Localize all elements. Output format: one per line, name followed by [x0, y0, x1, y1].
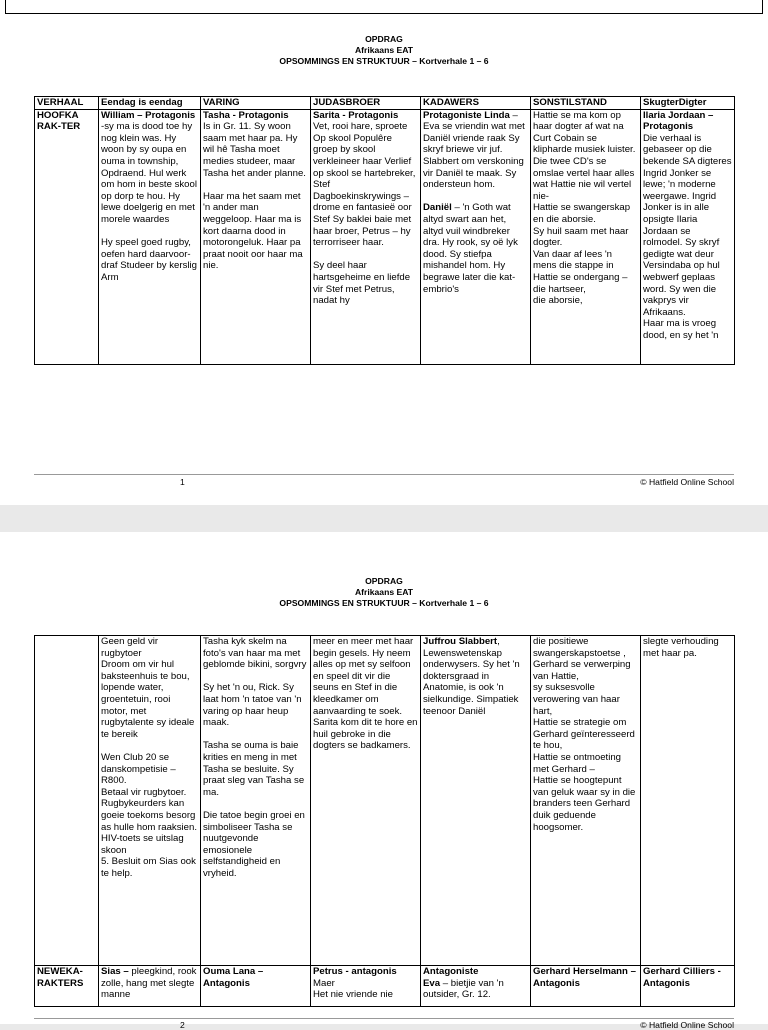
- column-header-kadawers: KADAWERS: [421, 97, 531, 110]
- cell-text: die positiewe swangerskapstoetse , Gerhard se verwerping van Hattie, sy suksesvolle verowering van haar hart, Hattie se strategie om Gerhard geïnteresseerd te hou, Hattie se ontmoeting met Gerhard – Hattie se hoogtepunt van geluk waar sy in die branders teen Gerhard duik geduende hoogsomer.: [533, 636, 636, 833]
- cell-text: Is in Gr. 11. Sy woon saam met haar pa. Hy wil hê Tasha moet medies studeer, maar Tasha het ander planne. Haar ma het saam met 'n ander man weggeloop. Haar ma is kort daarna dood in motorongeluk. Haar pa praat nooit oor haar ma nie.: [203, 121, 306, 272]
- footer-rule: [34, 1018, 734, 1019]
- footer-rule: [34, 474, 734, 475]
- table-cell: [641, 109, 735, 364]
- table-cell: [531, 966, 641, 1007]
- cell-heading: Juffrou Slabbert: [423, 636, 498, 647]
- cell-text: Geen geld vir rugbytoer Droom om vir hul baksteenhuis te bou, lopende water, groentetuin, rooi motor, met rugbytalente sy ideale te bereik Wen Club 20 se danskompetisie – R800. Betaal vir rugbytoer. Rugbykeurders kan goeie toekoms besorg as hulle hom raaksien. HIV-toets se uitslag skoon 5. Besluit om Sias ook te help.: [101, 636, 197, 879]
- table-cell: [201, 966, 311, 1007]
- table-row: [35, 966, 735, 1007]
- cell-text: meer en meer met haar begin gesels. Hy neem alles op met sy selfoon en speel dit vir die seuns en Stef in die kleedkamer om aanvaarding te soek. Sarita kom dit te hore en huil gebroke in die dogters se badkamers.: [313, 636, 418, 752]
- cell-text: Hattie se ma kom op haar dogter af wat na Curt Cobain se klipharde musiek luister. Die twee CD's se omslae vertel haar alles wat Hattie nie wil vertel nie- Hattie se swangerskap en die aborsie. Sy huil saam met haar dogter. Van daar af lees 'n mens die stappe in Hattie se ondergang – die hartseer, die aborsie,: [533, 109, 636, 307]
- page-subject: Afrikaans EAT: [354, 587, 414, 597]
- cell-text: Die verhaal is gebaseer op die bekende SA digteres Ingrid Jonker se lewe; 'n moderne weergawe. Ingrid Jonker is in alle opsigte Ilaria Jordaan se rolmodel. Sy skryf gedigte wat deur Versindaba op hul webwerf geplaas word. Sy wen die vakprys vir Afrikaans. Haar ma is vroeg dood, en sy het 'n: [643, 132, 732, 341]
- cell-heading: Sias –: [101, 966, 129, 977]
- table-cell: [201, 109, 311, 364]
- cell-heading: Tasha - Protagonis: [203, 109, 289, 121]
- cell-text: , Lewenswetenskap onderwysers. Sy het 'n doktersgraad in Anatomie, is ook 'n sielkundige. Simpatiek teenoor Daniël: [423, 636, 520, 717]
- page-number: 1: [180, 477, 185, 487]
- column-header-sonstilstand: SONSTILSTAND: [531, 97, 641, 110]
- table-cell: [99, 966, 201, 1007]
- cell-heading: Petrus - antagonis: [313, 966, 397, 977]
- table-cell: [201, 636, 311, 966]
- footer-copyright: © Hatfield Online School: [640, 1020, 734, 1030]
- cell-text: Maer Het nie vriende nie: [313, 977, 393, 1001]
- page-title: OPDRAG: [365, 34, 403, 44]
- table-cell: [641, 966, 735, 1007]
- table-cell: [99, 636, 201, 966]
- cell-text: pleegkind, rook zolle, hang met slegte manne: [101, 966, 197, 1001]
- summary-table-part-1: [34, 96, 735, 365]
- row-label-newekarakters: NEWEKA-RAKTERS: [35, 966, 99, 1007]
- table-row: [35, 97, 735, 110]
- column-header-varing: VARING: [201, 97, 311, 110]
- column-header-verhaal: VERHAAL: [35, 97, 99, 110]
- table-row: [35, 109, 735, 364]
- table-cell: [311, 636, 421, 966]
- table-cell: [311, 109, 421, 364]
- cell-heading: Antagoniste: [423, 966, 479, 977]
- cell-text: – bietjie van 'n outsider, Gr. 12.: [423, 977, 504, 1001]
- cell-heading: Gerhard Cilliers - Antagonis: [643, 966, 721, 989]
- summary-table-part-2: [34, 635, 735, 1007]
- cell-text: – Eva se vriendin wat met Daniël vriende raak Sy skryf briewe vir juf. Slabbert om verskoning vir Daniël te maak. Sy ondersteun hom.: [423, 109, 525, 191]
- column-header-judasbroer: JUDASBROER: [311, 97, 421, 110]
- cell-heading: Gerhard Herselmann – Antagonis: [533, 966, 636, 989]
- table-cell: [641, 636, 735, 966]
- cell-heading: William – Protagonis: [101, 109, 196, 121]
- table-cell: [421, 109, 531, 364]
- cell-text: -sy ma is dood toe hy nog klein was. Hy woon by sy oupa en ouma in township, Opdraend. Hul werk om hom in beste skool op dorp te hou. Hy lewe doelgerig en met morele waardes Hy speel goed rugby, oefen hard daarvoor- draf Studeer by kerslig Arm: [101, 121, 197, 283]
- cell-text: Vet, rooi hare, sproete Op skool Populêre groep by skool verkleineer haar Verlief op skool se hartebreker, Stef Dagboekinskrywings – drome en fantasieë oor Stef Sy baklei baie met haar broer, Petrus – hy terrorriseer haar. Sy deel haar hartsgeheime en liefde vir Stef met Petrus, nadat hy: [313, 121, 416, 307]
- table-cell: [531, 636, 641, 966]
- cell-heading: Eva: [423, 977, 441, 989]
- document-page-1: [0, 0, 768, 505]
- table-cell: [421, 636, 531, 966]
- cell-heading: Ouma Lana – Antagonis: [203, 966, 264, 989]
- cell-heading: Daniël: [423, 202, 452, 214]
- page-title: OPDRAG: [365, 576, 403, 586]
- table-cell: [531, 109, 641, 364]
- table-cell: [311, 966, 421, 1007]
- page-subtitle: OPSOMMINGS EN STRUKTUUR – Kortverhale 1 – 6: [279, 598, 489, 608]
- column-header-eendag: Eendag is eendag: [99, 97, 201, 110]
- cell-text: Tasha kyk skelm na foto's van haar ma met geblomde bikini, sorgvry Sy het 'n ou, Rick. Sy laat hom 'n tatoe van 'n varing op haar heup maak. Tasha se ouma is baie krities en meng in met Tasha se besluite. Sy praat sleg van Tasha se ma. Die tatoe begin groei en simboliseer Tasha se nuutgevonde emosionele selfstandigheid en vryheid.: [203, 636, 307, 879]
- cell-text: slegte verhouding met haar pa.: [643, 636, 719, 659]
- page-number: 2: [180, 1020, 185, 1030]
- table-cell: [421, 966, 531, 1007]
- cell-heading: Protagoniste Linda: [423, 109, 510, 121]
- row-label-empty: [35, 636, 99, 966]
- cell-heading: Sarita - Protagonis: [313, 109, 399, 121]
- table-cell: [99, 109, 201, 364]
- row-label-hoofkarakter: HOOFKA RAK-TER: [35, 109, 99, 364]
- document-page-2: [0, 532, 768, 1030]
- table-row: [35, 636, 735, 966]
- page-subtitle: OPSOMMINGS EN STRUKTUUR – Kortverhale 1 – 6: [279, 56, 489, 66]
- cell-heading: Ilaria Jordaan – Protagonis: [643, 109, 714, 133]
- cell-text: – 'n Goth wat altyd swart aan het, altyd vuil windbreker dra. Hy rook, sy oë lyk dood. Sy stiefpa mishandel hom. Hy begrawe later die kat-embrio's: [423, 202, 518, 295]
- column-header-skugterdigter: SkugterDigter: [641, 97, 735, 110]
- footer-copyright: © Hatfield Online School: [640, 477, 734, 487]
- page-subject: Afrikaans EAT: [354, 45, 414, 55]
- top-rule: [5, 0, 763, 14]
